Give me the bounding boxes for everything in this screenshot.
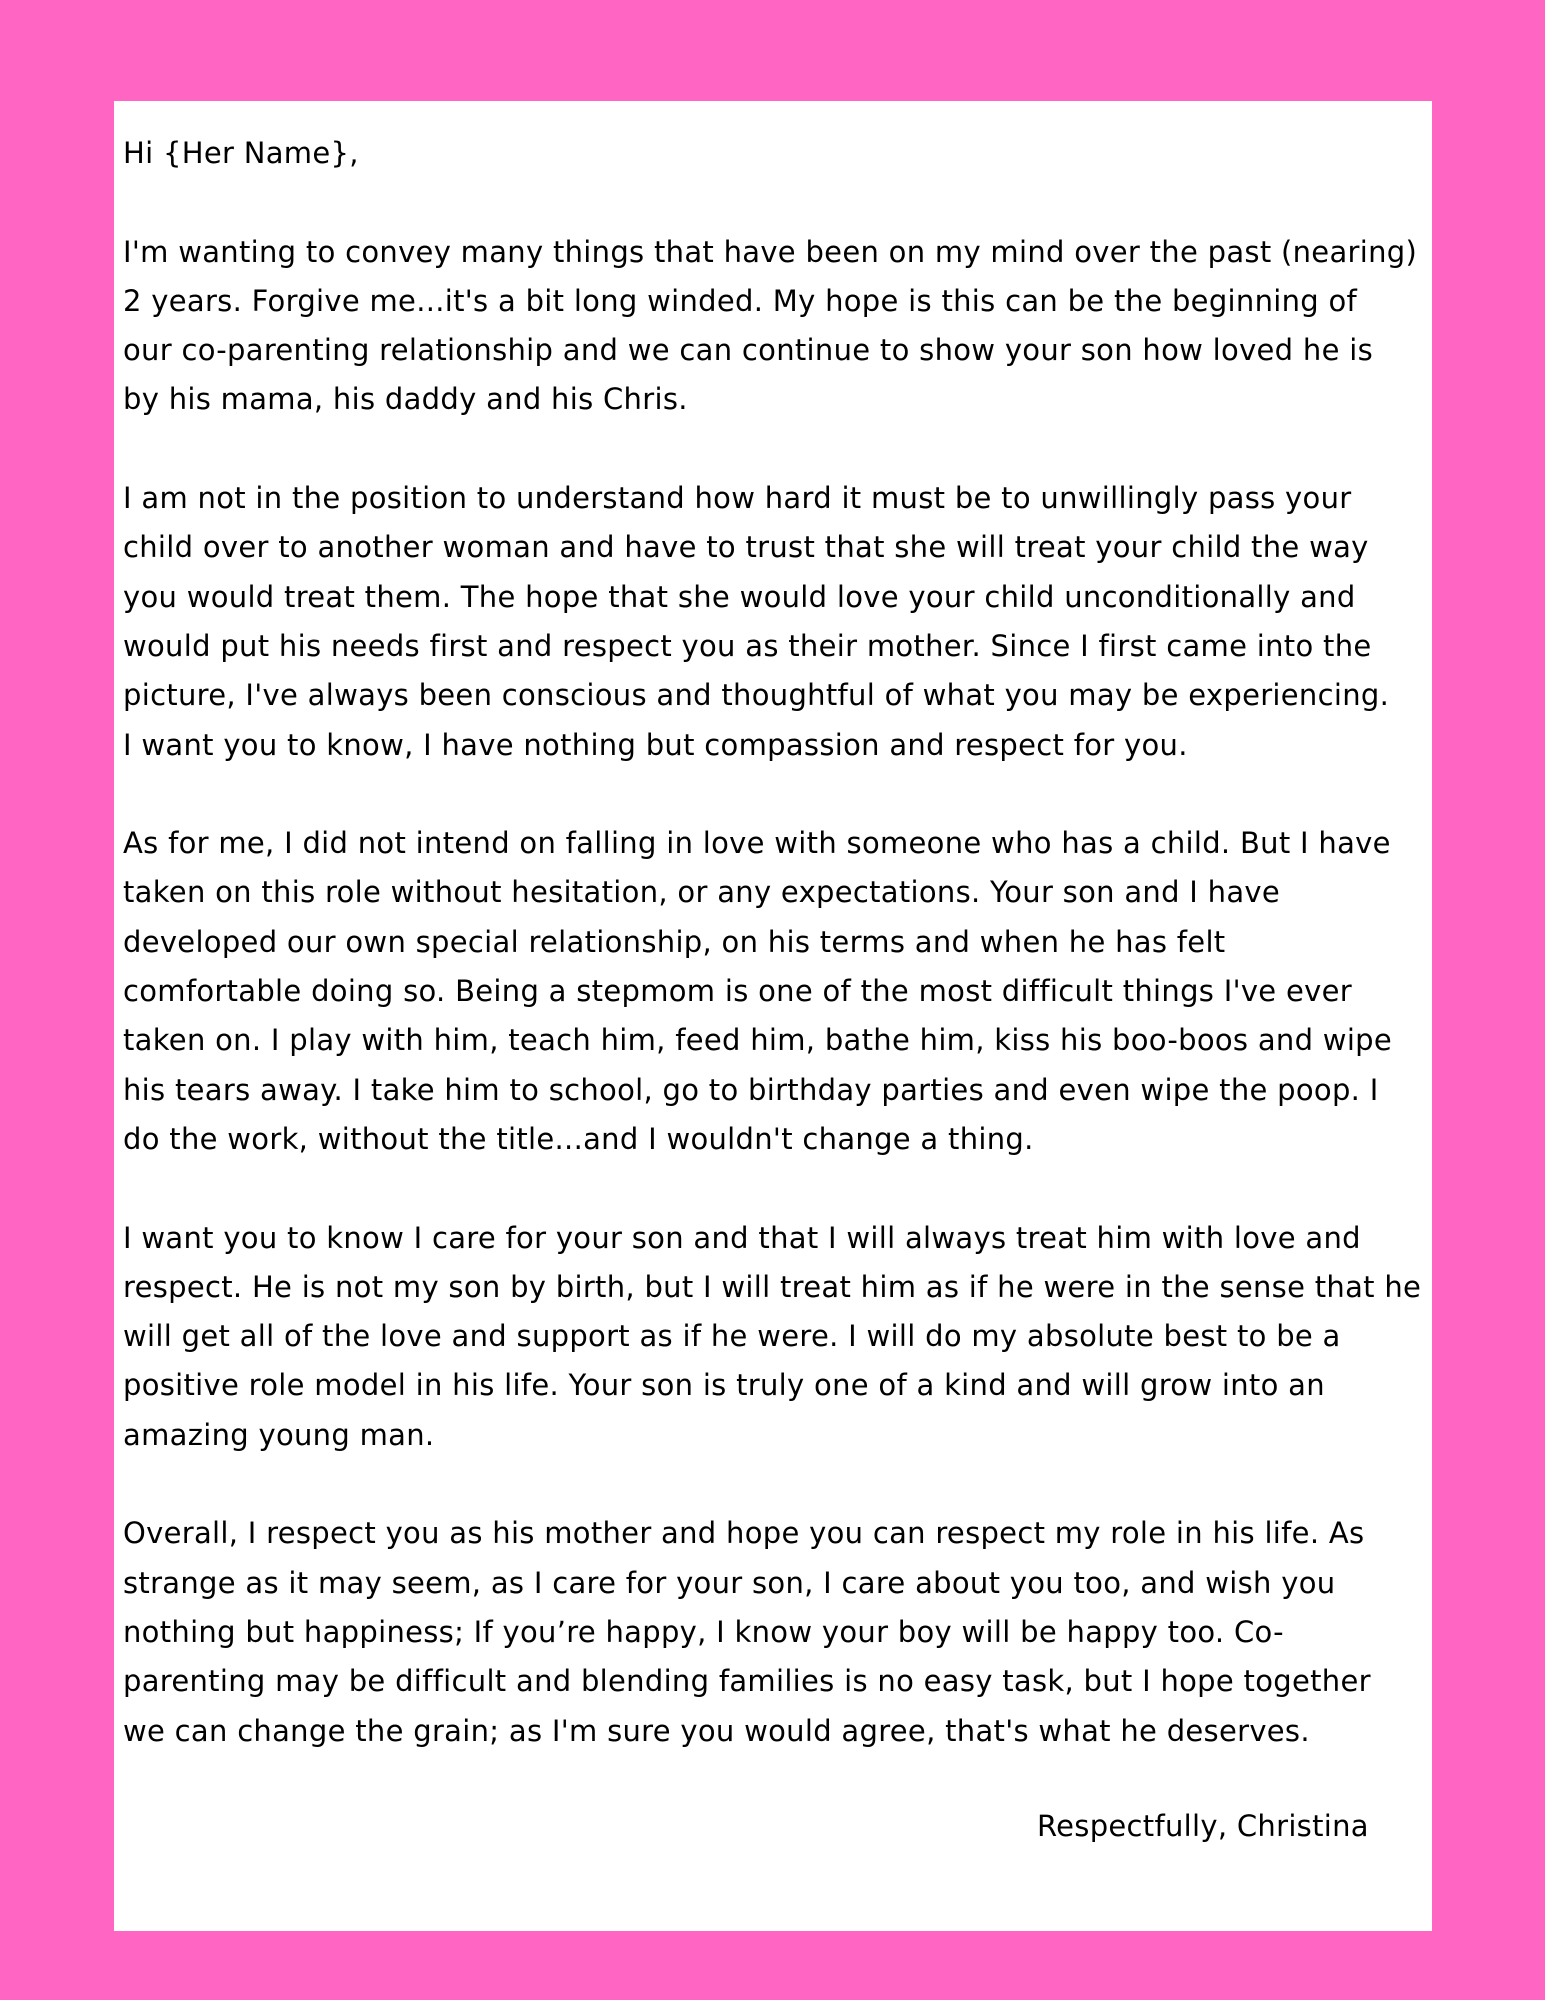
paragraph-line: amazing young man. — [123, 1417, 435, 1452]
letter-paragraph-4 — [123, 1214, 1424, 1460]
paragraph-line: comfortable doing so. Being a stepmom is one of the most difficult things I've ever — [123, 974, 1352, 1009]
paragraph-line: picture, I've always been conscious and thoughtful of what you may be experiencing. — [123, 678, 1390, 713]
paragraph-line: you would treat them. The hope that she would love your child unconditionally and — [123, 579, 1356, 614]
paragraph-line: 2 years. Forgive me...it's a bit long winded. My hope is this can be the beginning of — [123, 283, 1358, 318]
paragraph-line: I'm wanting to convey many things that have been on my mind over the past (nearing) — [123, 234, 1418, 269]
paragraph-line: taken on this role without hesitation, or any expectations. Your son and I have — [123, 875, 1281, 910]
paragraph-line: developed our own special relationship, on his terms and when he has felt — [123, 924, 1226, 959]
paragraph-line: nothing but happiness; If you’re happy, I know your boy will be happy too. Co- — [123, 1614, 1284, 1649]
paragraph-line: by his mama, his daddy and his Chris. — [123, 382, 688, 417]
paragraph-line: we can change the grain; as I'm sure you would agree, that's what he deserves. — [123, 1713, 1310, 1748]
paragraph-line: do the work, without the title...and I wouldn't change a thing. — [123, 1121, 1034, 1156]
letter-card — [114, 101, 1432, 1931]
paragraph-line: would put his needs first and respect you as their mother. Since I first came into the — [123, 628, 1372, 663]
paragraph-line: his tears away. I take him to school, go to birthday parties and even wipe the poop. I — [123, 1072, 1379, 1107]
letter-paragraph-3 — [123, 819, 1424, 1164]
letter-paragraph-5 — [123, 1509, 1424, 1755]
letter-paragraph-1 — [123, 228, 1424, 425]
paragraph-line: I want you to know, I have nothing but compassion and respect for you. — [123, 727, 1188, 762]
letter-greeting: Hi {Her Name}, — [123, 136, 359, 170]
paragraph-line: As for me, I did not intend on falling in love with someone who has a child. But I have — [123, 826, 1391, 861]
paragraph-line: positive role model in his life. Your son is truly one of a kind and will grow into an — [123, 1368, 1325, 1403]
paragraph-line: Overall, I respect you as his mother and hope you can respect my role in his life. As — [123, 1516, 1365, 1551]
paragraph-line: parenting may be difficult and blending families is no easy task, but I hope together — [123, 1664, 1371, 1699]
paragraph-line: child over to another woman and have to trust that she will treat your child the way — [123, 530, 1369, 565]
paragraph-line: I am not in the position to understand how hard it must be to unwillingly pass your — [123, 481, 1352, 516]
paragraph-line: taken on. I play with him, teach him, feed him, bathe him, kiss his boo-boos and wipe — [123, 1023, 1393, 1058]
paragraph-line: strange as it may seem, as I care for your son, I care about you too, and wish you — [123, 1565, 1336, 1600]
letter-paragraph-2 — [123, 474, 1424, 770]
paragraph-line: our co-parenting relationship and we can continue to show your son how loved he is — [123, 333, 1374, 368]
letter-signoff: Respectfully, Christina — [1037, 1809, 1369, 1843]
paragraph-line: respect. He is not my son by birth, but I will treat him as if he were in the sense that he — [123, 1269, 1422, 1304]
paragraph-line: will get all of the love and support as if he were. I will do my absolute best to be a — [123, 1319, 1341, 1354]
paragraph-line: I want you to know I care for your son and that I will always treat him with love and — [123, 1220, 1361, 1255]
